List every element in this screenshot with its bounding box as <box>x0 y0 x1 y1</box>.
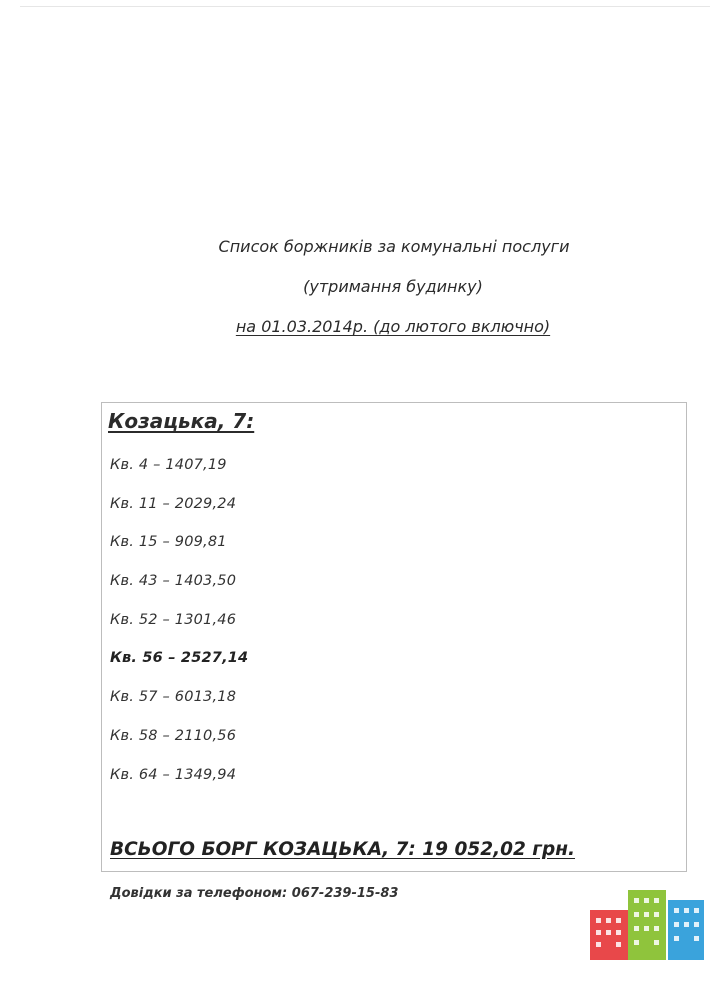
phone-info: Довідки за телефоном: 067-239-15-83 <box>110 886 399 901</box>
buildings-logo-icon <box>590 890 708 960</box>
list-item: Кв. 43 – 1403,50 <box>110 573 237 590</box>
total-debt: ВСЬОГО БОРГ КОЗАЦЬКА, 7: 19 052,02 грн. <box>110 839 576 860</box>
list-item: Кв. 4 – 1407,19 <box>110 457 227 473</box>
title-line-1: Список боржників за комунальні послуги <box>218 237 570 256</box>
blue-building-shape <box>668 900 704 960</box>
apartment-list <box>110 452 248 800</box>
list-item: Кв. 56 – 2527,14 <box>110 650 249 667</box>
title-line-2: (утримання будинку) <box>303 277 483 296</box>
green-building-shape <box>628 890 666 960</box>
list-item: Кв. 11 – 2029,24 <box>110 495 237 512</box>
document-title <box>0 234 728 354</box>
list-item: Кв. 64 – 1349,94 <box>110 766 237 783</box>
red-building-shape <box>590 910 628 960</box>
building-address: Козацька, 7: <box>108 409 255 433</box>
page-top-edge <box>20 6 710 7</box>
list-item: Кв. 57 – 6013,18 <box>110 689 237 706</box>
list-item: Кв. 52 – 1301,46 <box>110 611 237 628</box>
list-item: Кв. 15 – 909,81 <box>110 534 227 551</box>
debtors-box <box>101 402 687 872</box>
title-line-3: на 01.03.2014р. (до лютого включно) <box>235 317 551 336</box>
list-item: Кв. 58 – 2110,56 <box>110 727 237 744</box>
